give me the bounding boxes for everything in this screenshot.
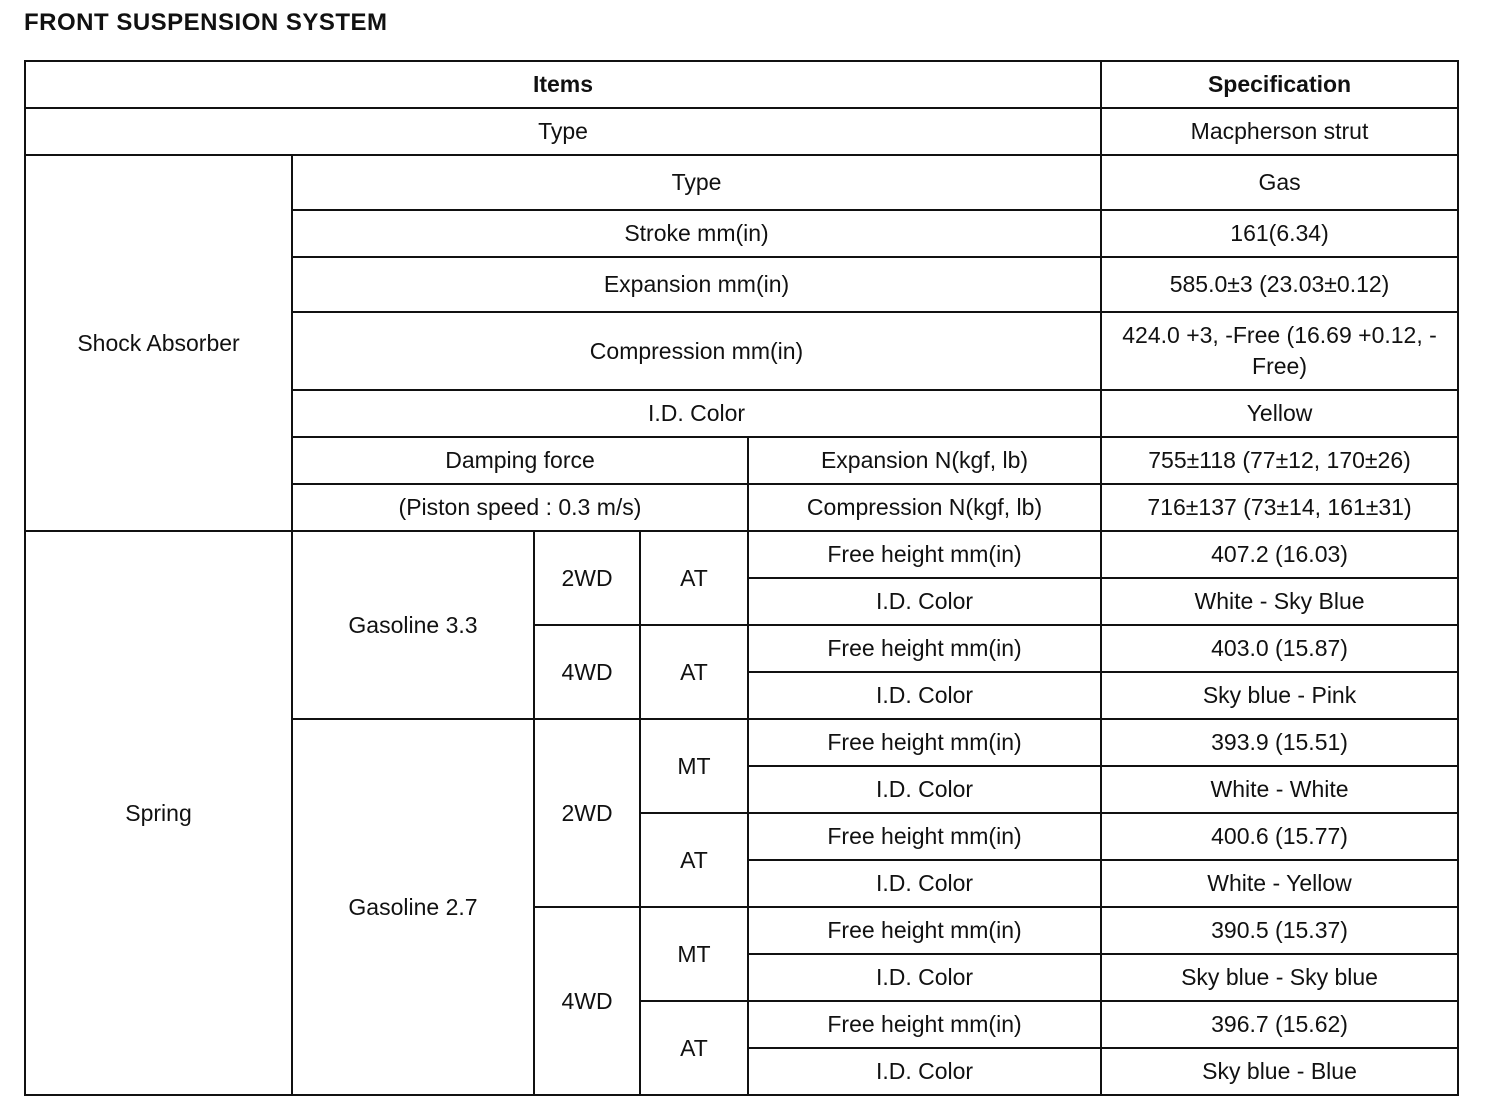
shock-absorber-label: Shock Absorber — [25, 155, 292, 531]
header-row — [25, 61, 1458, 108]
gasoline-33-label: Gasoline 3.3 — [292, 531, 534, 719]
free-height-value: 390.5 (15.37) — [1101, 907, 1458, 954]
table-row — [25, 531, 1458, 578]
free-height-label: Free height mm(in) — [748, 625, 1101, 672]
transmission-at: AT — [640, 531, 748, 625]
drive-4wd: 4WD — [534, 625, 640, 719]
specification-header: Specification — [1101, 61, 1458, 108]
id-color-value: White - Sky Blue — [1101, 578, 1458, 625]
free-height-label: Free height mm(in) — [748, 907, 1101, 954]
drive-2wd: 2WD — [534, 719, 640, 907]
type-label: Type — [25, 108, 1101, 155]
gasoline-27-label: Gasoline 2.7 — [292, 719, 534, 1095]
type-value: Macpherson strut — [1101, 108, 1458, 155]
piston-speed-label: (Piston speed : 0.3 m/s) — [292, 484, 748, 531]
id-color-label: I.D. Color — [748, 860, 1101, 907]
damping-expansion-value: 755±118 (77±12, 170±26) — [1101, 437, 1458, 484]
free-height-label: Free height mm(in) — [748, 719, 1101, 766]
transmission-at: AT — [640, 1001, 748, 1095]
damping-expansion-label: Expansion N(kgf, lb) — [748, 437, 1101, 484]
spring-label: Spring — [25, 531, 292, 1095]
free-height-value: 407.2 (16.03) — [1101, 531, 1458, 578]
transmission-mt: MT — [640, 907, 748, 1001]
free-height-label: Free height mm(in) — [748, 813, 1101, 860]
id-color-label: I.D. Color — [748, 672, 1101, 719]
items-header: Items — [25, 61, 1101, 108]
transmission-at: AT — [640, 625, 748, 719]
expansion-value: 585.0±3 (23.03±0.12) — [1101, 257, 1458, 312]
free-height-value: 400.6 (15.77) — [1101, 813, 1458, 860]
free-height-label: Free height mm(in) — [748, 531, 1101, 578]
id-color-value: Sky blue - Blue — [1101, 1048, 1458, 1095]
drive-2wd: 2WD — [534, 531, 640, 625]
damping-force-label: Damping force — [292, 437, 748, 484]
id-color-label: I.D. Color — [748, 766, 1101, 813]
compression-value: 424.0 +3, -Free (16.69 +0.12, -Free) — [1101, 312, 1458, 390]
compression-label: Compression mm(in) — [292, 312, 1101, 390]
id-color-value: White - White — [1101, 766, 1458, 813]
transmission-at: AT — [640, 813, 748, 907]
id-color-value: Sky blue - Sky blue — [1101, 954, 1458, 1001]
table-row — [25, 108, 1458, 155]
id-color-value: Sky blue - Pink — [1101, 672, 1458, 719]
free-height-value: 403.0 (15.87) — [1101, 625, 1458, 672]
table-row — [25, 155, 1458, 210]
stroke-value: 161(6.34) — [1101, 210, 1458, 257]
id-color-label: I.D. Color — [748, 578, 1101, 625]
stroke-label: Stroke mm(in) — [292, 210, 1101, 257]
free-height-value: 396.7 (15.62) — [1101, 1001, 1458, 1048]
expansion-label: Expansion mm(in) — [292, 257, 1101, 312]
shock-id-color-label: I.D. Color — [292, 390, 1101, 437]
damping-compression-value: 716±137 (73±14, 161±31) — [1101, 484, 1458, 531]
id-color-label: I.D. Color — [748, 954, 1101, 1001]
drive-4wd: 4WD — [534, 907, 640, 1095]
transmission-mt: MT — [640, 719, 748, 813]
id-color-label: I.D. Color — [748, 1048, 1101, 1095]
shock-id-color-value: Yellow — [1101, 390, 1458, 437]
shock-type-label: Type — [292, 155, 1101, 210]
id-color-value: White - Yellow — [1101, 860, 1458, 907]
free-height-value: 393.9 (15.51) — [1101, 719, 1458, 766]
free-height-label: Free height mm(in) — [748, 1001, 1101, 1048]
page-title: FRONT SUSPENSION SYSTEM — [24, 9, 388, 36]
damping-compression-label: Compression N(kgf, lb) — [748, 484, 1101, 531]
spec-table — [24, 60, 1459, 1096]
shock-type-value: Gas — [1101, 155, 1458, 210]
